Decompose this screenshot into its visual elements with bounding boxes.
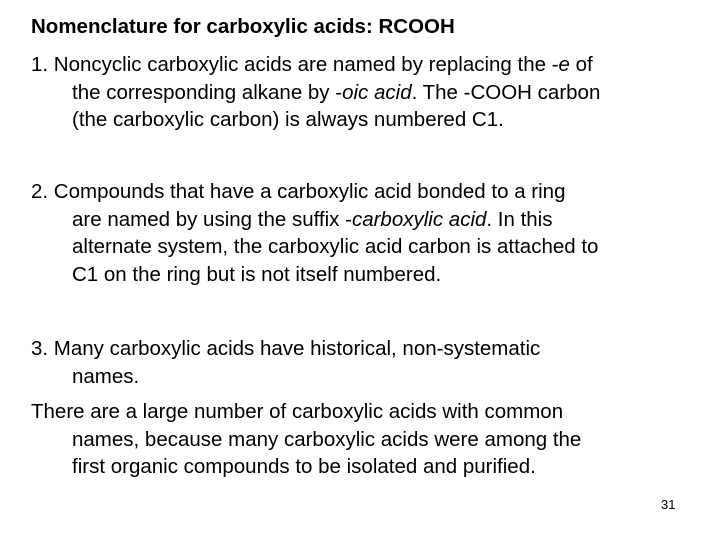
rule-1-text-d: . The -COOH carbon xyxy=(411,80,601,104)
rule-3-paragraph xyxy=(31,335,711,390)
rule-1-line-1 xyxy=(31,51,711,79)
rule-1-suffix-oic-acid: oic acid xyxy=(342,80,412,104)
rule-3-line-2: names. xyxy=(72,364,140,388)
rule-2-line-3: alternate system, the carboxylic acid carbon is attached to xyxy=(72,235,599,258)
rule-2-suffix-carboxylic-acid: carboxylic acid xyxy=(351,207,487,231)
rule-2-line-4: C1 on the ring but is not itself numbered. xyxy=(72,262,442,286)
rule-1-text-a: 1. Noncyclic carboxylic acids are named by replacing the - xyxy=(31,53,559,76)
rule-2-paragraph xyxy=(31,178,711,288)
rule-1-text-c: the corresponding alkane by - xyxy=(72,80,343,104)
note-line-2: names, because many carboxylic acids were among the xyxy=(72,427,582,451)
page-number: 31 xyxy=(661,497,676,512)
rule-1-text-b: of xyxy=(569,53,593,76)
rule-1-paragraph xyxy=(31,51,711,134)
rule-2-text-b: . In this xyxy=(486,207,553,231)
note-line-3: first organic compounds to be isolated and purified. xyxy=(72,455,536,478)
rule-1-line-2 xyxy=(31,79,711,107)
slide-title: Nomenclature for carboxylic acids: RCOOH xyxy=(31,15,455,38)
rule-2-text-a: are named by using the suffix - xyxy=(72,207,352,231)
rule-2-line-2 xyxy=(31,206,711,234)
rule-1-line-3: (the carboxylic carbon) is always numbered C1. xyxy=(72,108,504,131)
note-line-1: There are a large number of carboxylic acids with common xyxy=(31,400,564,423)
rule-1-suffix-e: e xyxy=(558,53,570,76)
rule-2-line-1: 2. Compounds that have a carboxylic acid bonded to a ring xyxy=(31,180,566,203)
rule-3-line-1: 3. Many carboxylic acids have historical, non-systematic xyxy=(31,337,541,360)
note-paragraph xyxy=(31,398,711,481)
